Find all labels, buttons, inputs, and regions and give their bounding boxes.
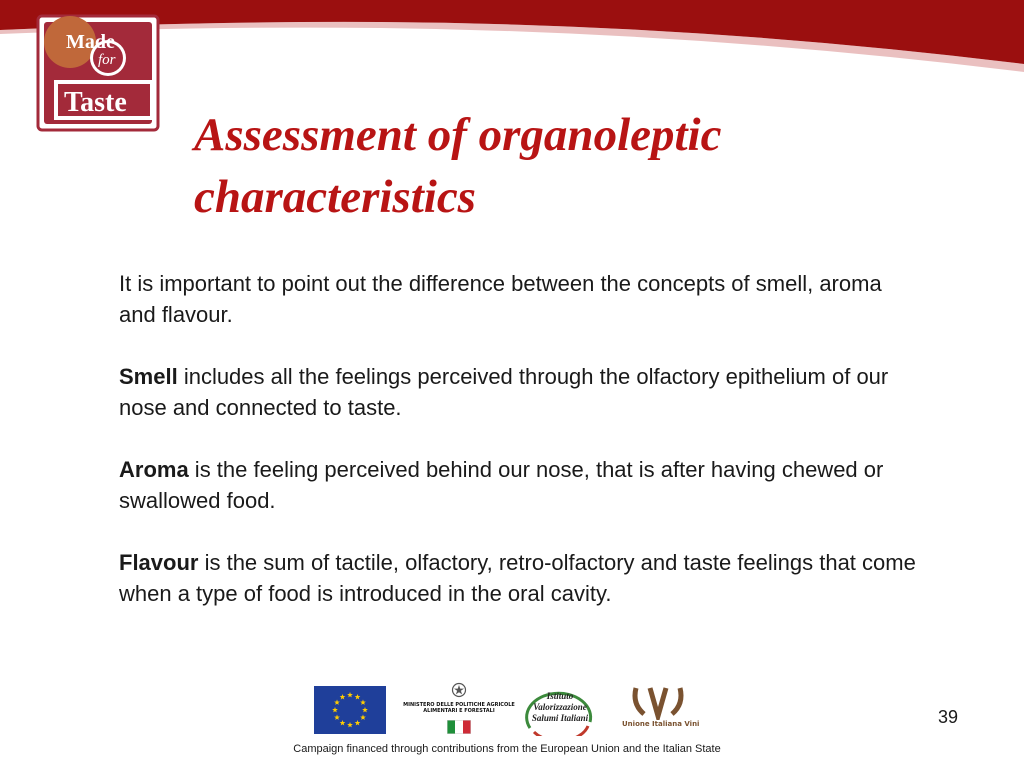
ivsi-line1: Istituto [546, 691, 574, 701]
definition-flavour [119, 547, 919, 609]
term-smell: Smell [119, 364, 178, 389]
term-flavour: Flavour [119, 550, 199, 575]
definition-smell [119, 361, 919, 423]
made-for-taste-logo [36, 12, 162, 134]
slide-title: Assessment of organoleptic characteristics [194, 109, 722, 223]
definition-aroma-text: is the feeling perceived behind our nose, that is after having chewed or swallowed food. [119, 457, 884, 513]
italian-emblem-icon [451, 682, 467, 698]
intro-paragraph: It is important to point out the difference between the concepts of smell, aroma and flavour. [119, 271, 882, 327]
logo-word-for: for [98, 52, 116, 68]
uiv-logo [622, 684, 700, 734]
definition-aroma [119, 454, 919, 516]
slide-body [119, 268, 919, 609]
ministry-name: MINISTERO DELLE POLITICHE AGRICOLE ALIMENTARI E FORESTALI [403, 702, 515, 714]
uiv-name: Unione Italiana Vini [622, 720, 700, 728]
footer-funding-note: Campaign financed through contributions from the European Union and the Italian State [293, 743, 721, 755]
ministry-logo [398, 682, 520, 736]
ivsi-line3: Salumi Italiani [531, 713, 589, 723]
logo-word-made: Made [66, 31, 115, 53]
ivsi-line2: Valorizzazione [533, 702, 587, 712]
italian-flag-icon [447, 720, 471, 734]
definition-smell-text: includes all the feelings perceived through the olfactory epithelium of our nose and connected to taste. [119, 364, 889, 420]
term-aroma: Aroma [119, 457, 189, 482]
page-number: 39 [937, 707, 959, 727]
eu-flag-icon [314, 686, 386, 734]
definition-flavour-text: is the sum of tactile, olfactory, retro-olfactory and taste feelings that come when a type of food is introduced in the oral cavity. [119, 550, 916, 606]
ivsi-logo [524, 682, 596, 736]
uiv-mark-icon [622, 684, 694, 720]
logo-word-taste: Taste [64, 87, 127, 118]
